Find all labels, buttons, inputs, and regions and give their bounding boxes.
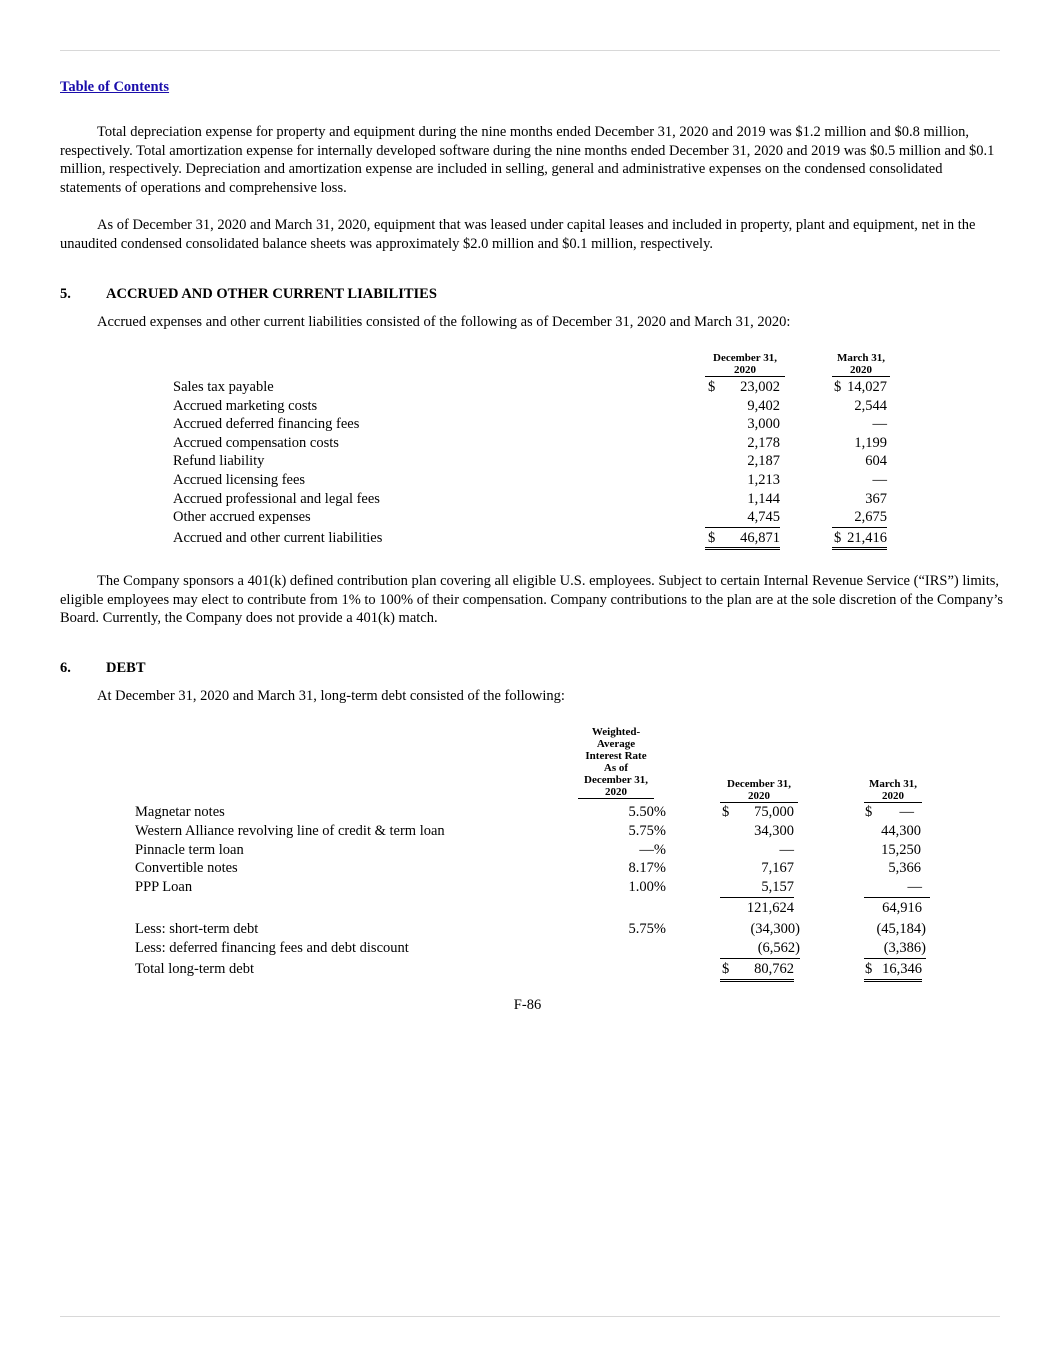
debt-dec-value: — (779, 841, 794, 858)
accrued-mar-value: 14,027 (847, 379, 887, 395)
debt-less-fees-dec: (6,562) (720, 939, 800, 959)
depreciation-text: Total depreciation expense for property and equipment during the nine months ended December 31, 2020 and 2019 was $1.2 million and $0.8 million, respectively. Total amortization expense for internally developed software during the nine months ended December 31, 2020 and 2019 was $0.5 million and $0.1 million, respectively. Depreciation and amortization expense are included in selling, general and administrative expenses on the condensed consolidated statements of operations and comprehensive loss. (60, 124, 995, 196)
debt-row (135, 841, 935, 860)
debt-row (135, 878, 935, 897)
section-5-title: ACCRUED AND OTHER CURRENT LIABILITIES (106, 286, 437, 302)
accrued-dec-value: 1,144 (747, 490, 780, 507)
debt-mar-value: 5,366 (888, 860, 921, 877)
debt-intro-text: At December 31, 2020 and March 31, long-term debt consisted of the following: (97, 688, 565, 704)
accrued-row (173, 378, 893, 397)
accrued-intro-paragraph (60, 313, 1005, 332)
accrued-total-label: Accrued and other current liabilities (173, 529, 383, 546)
currency-symbol: $ (708, 379, 716, 395)
debt-less-short-label: Less: short-term debt (135, 921, 259, 937)
debt-col-dec-header: December 31, 2020 (720, 778, 798, 803)
accrued-liabilities-table (173, 350, 893, 550)
accrued-row (173, 471, 893, 490)
currency-symbol: $ (834, 529, 842, 546)
accrued-dec-value: 1,213 (747, 472, 780, 488)
accrued-row (173, 415, 893, 434)
debt-rate-value: —% (639, 841, 666, 858)
accrued-total-dec: 46,871 (705, 529, 780, 551)
debt-total-row (135, 960, 935, 979)
debt-total-mar: 16,346 (864, 960, 922, 982)
accrued-col-mar-header: March 31, 2020 (832, 352, 890, 377)
section-6-heading (60, 659, 146, 678)
section-5-heading (60, 285, 437, 304)
accrued-row (173, 508, 893, 527)
debt-less-fees-label: Less: deferred financing fees and debt discount (135, 940, 409, 956)
debt-row-label: Western Alliance revolving line of credit & term loan (135, 822, 445, 839)
accrued-row-label: Accrued professional and legal fees (173, 490, 380, 507)
accrued-row (173, 490, 893, 509)
accrued-mar-value: 1,199 (854, 434, 887, 451)
section-5-number: 5. (60, 286, 71, 302)
debt-less-fees-mar: (3,386) (864, 939, 926, 959)
accrued-row-label: Sales tax payable (173, 379, 274, 395)
accrued-dec-value: 2,187 (747, 453, 780, 470)
accrued-mar-value: — (872, 416, 887, 433)
debt-rate-value: 8.17% (628, 860, 666, 877)
accrued-row-label: Refund liability (173, 453, 265, 470)
accrued-row-label: Accrued marketing costs (173, 397, 318, 414)
accrued-intro-text: Accrued expenses and other current liabilities consisted of the following as of December 31, 2020 and March 31, 2020: (97, 314, 791, 330)
debt-less-short-row (135, 920, 935, 939)
debt-mar-value: 15,250 (881, 841, 921, 858)
long-term-debt-table (135, 726, 935, 988)
debt-intro-paragraph (60, 687, 1005, 706)
capital-leases-text: As of December 31, 2020 and March 31, 2020, equipment that was leased under capital leases and included in property, plant and equipment, net in the unaudited condensed consolidated balance sheets was approximately $2.0 million and $0.1 million, respectively. (60, 217, 976, 252)
debt-total-label: Total long-term debt (135, 961, 254, 977)
section-6-title: DEBT (106, 660, 146, 676)
debt-dec-value: 34,300 (754, 822, 794, 839)
currency-symbol: $ (708, 529, 716, 546)
debt-total-dec: 80,762 (720, 960, 794, 982)
debt-row-label: Magnetar notes (135, 804, 225, 820)
currency-symbol: $ (722, 804, 730, 820)
debt-rate-value: 5.75% (628, 822, 666, 839)
currency-symbol: $ (865, 961, 873, 977)
401k-text: The Company sponsors a 401(k) defined contribution plan covering all eligible U.S. employees. Subject to certain Internal Revenue Service (“IRS”) limits, eligible employees may elect to contribute from 1% to 100% of their compensation. Company contributions to the plan are at the sole discretion of the Company’s Board. Currently, the Company does not provide a 401(k) match. (60, 573, 1004, 626)
accrued-row-label: Other accrued expenses (173, 509, 311, 526)
accrued-row-label: Accrued compensation costs (173, 434, 339, 451)
debt-rate-header: Weighted- Average Interest Rate As of December 31, 2020 (578, 726, 654, 799)
capital-leases-paragraph (60, 216, 1005, 253)
currency-symbol: $ (834, 379, 842, 395)
accrued-row (173, 452, 893, 471)
debt-less-fees-row (135, 939, 935, 958)
depreciation-paragraph (60, 123, 1005, 197)
debt-dec-value: 75,000 (754, 804, 794, 820)
debt-less-short-dec: (34,300) (750, 921, 800, 937)
debt-subtotal-mar: 64,916 (882, 900, 922, 916)
debt-subtotal-dec: 121,624 (746, 900, 794, 916)
debt-row-label: PPP Loan (135, 879, 193, 896)
accrued-mar-value: 2,675 (832, 508, 887, 528)
debt-less-short-rate: 5.75% (628, 921, 666, 937)
accrued-row (173, 434, 893, 453)
accrued-total-row (173, 529, 893, 548)
accrued-dec-value: 3,000 (747, 416, 780, 433)
accrued-dec-value: 4,745 (705, 508, 780, 528)
accrued-mar-value: 367 (865, 490, 887, 507)
section-6-number: 6. (60, 660, 71, 676)
debt-rate-value: 5.50% (628, 804, 666, 820)
accrued-dec-value: 9,402 (747, 397, 780, 414)
debt-row-label: Pinnacle term loan (135, 841, 244, 858)
debt-col-mar-header: March 31, 2020 (864, 778, 922, 803)
debt-mar-value: — (899, 804, 914, 820)
debt-less-short-mar: (45,184) (876, 921, 926, 937)
debt-rate-value: 1.00% (628, 879, 666, 896)
accrued-mar-value: 2,544 (854, 397, 887, 414)
debt-mar-value: 44,300 (881, 822, 921, 839)
debt-dec-value: 5,157 (720, 878, 794, 898)
accrued-dec-value: 2,178 (747, 434, 780, 451)
debt-subtotal-row (135, 899, 935, 918)
accrued-mar-value: 604 (865, 453, 887, 470)
debt-row (135, 859, 935, 878)
page-number: F-86 (513, 997, 542, 1013)
401k-paragraph (60, 572, 1005, 628)
debt-row (135, 803, 935, 822)
accrued-col-dec-header: December 31, 2020 (705, 352, 785, 377)
accrued-row (173, 397, 893, 416)
currency-symbol: $ (722, 961, 730, 977)
accrued-total-mar: 21,416 (832, 529, 887, 551)
debt-dec-value: 7,167 (761, 860, 794, 877)
debt-mar-value: — (864, 878, 930, 898)
table-of-contents-link[interactable]: Table of Contents (60, 79, 170, 95)
currency-symbol: $ (865, 804, 873, 820)
accrued-mar-value: — (872, 472, 887, 488)
accrued-row-label: Accrued licensing fees (173, 472, 306, 488)
accrued-row-label: Accrued deferred financing fees (173, 416, 360, 433)
debt-row (135, 822, 935, 841)
debt-row-label: Convertible notes (135, 860, 238, 877)
bottom-divider (60, 1316, 1000, 1317)
top-divider (60, 50, 1000, 51)
accrued-dec-value: 23,002 (740, 379, 780, 395)
